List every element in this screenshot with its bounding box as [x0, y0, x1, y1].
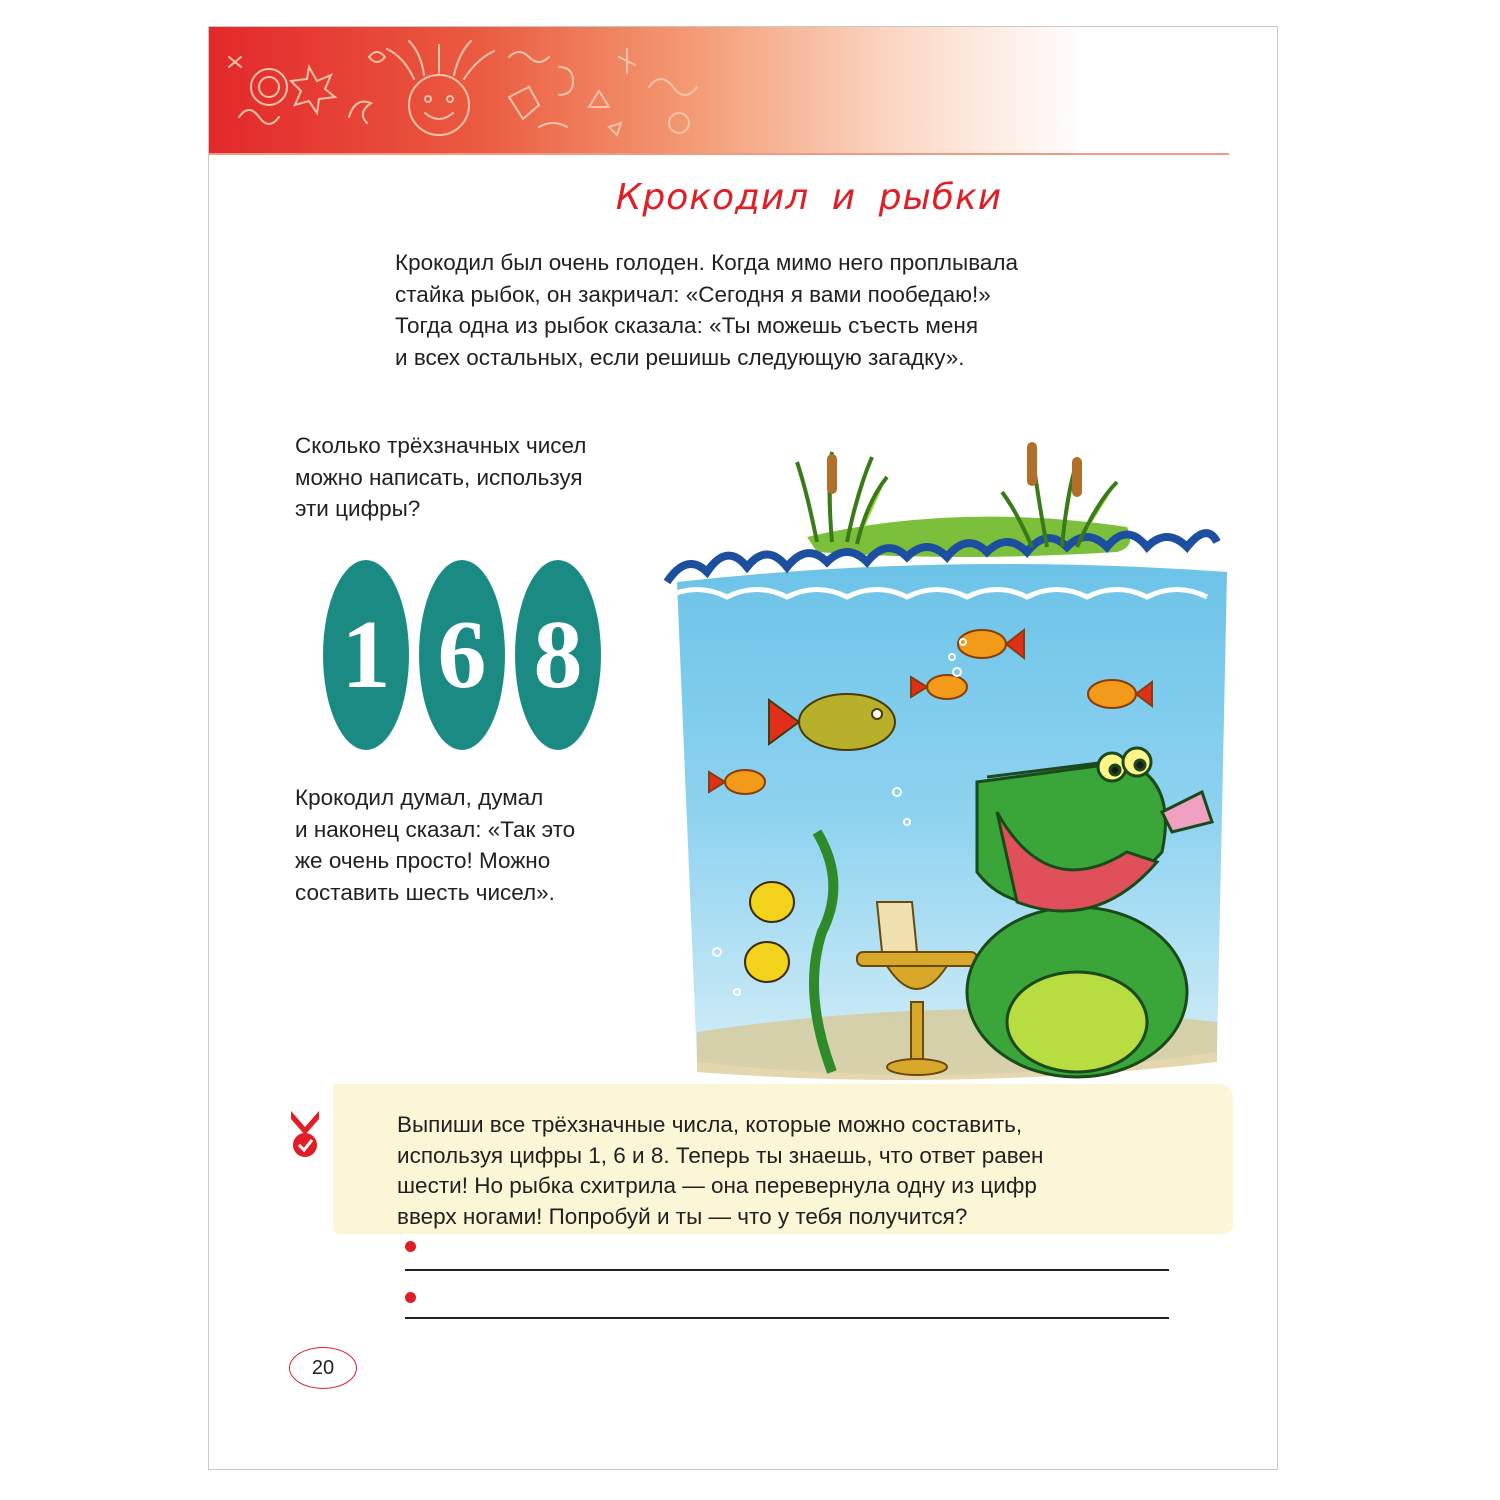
intro-line: и всех остальных, если решишь следующую загадку». [395, 344, 965, 370]
question-paragraph [295, 430, 655, 525]
intro-line: стайка рыбок, он закричал: «Сегодня я вами пообедаю!» [395, 281, 991, 307]
answer-bullet [405, 1292, 416, 1303]
doodle-decoration [209, 27, 729, 153]
task-line: используя цифры 1, 6 и 8. Теперь ты знаешь, что ответ равен [397, 1142, 1044, 1168]
digit-oval-1: 1 [323, 560, 409, 750]
page-title: Крокодил и рыбки [615, 177, 1003, 218]
question-line: Сколько трёхзначных чисел [295, 433, 587, 458]
question-line: эти цифры? [295, 496, 421, 521]
crocodile-and-fish-illustration [657, 432, 1237, 1087]
answer-line-text: составить шесть чисел». [295, 879, 555, 905]
answer-line-text: же очень просто! Можно [295, 848, 551, 873]
crocodile-answer-paragraph [295, 782, 655, 908]
answer-line[interactable] [405, 1317, 1169, 1319]
digit-ovals [323, 560, 603, 750]
intro-line: Крокодил был очень голоден. Когда мимо него проплывала [395, 250, 1019, 275]
answer-bullet [405, 1241, 416, 1252]
question-line: можно написать, используя [295, 464, 583, 490]
header-banner [209, 27, 1277, 153]
red-check-icon [289, 1109, 321, 1159]
page-number: 20 [289, 1347, 357, 1389]
task-line: вверх ногами! Попробуй и ты — что у тебя получится? [397, 1203, 968, 1229]
digit-oval-8: 8 [515, 560, 601, 750]
intro-paragraph [395, 247, 1155, 373]
task-paragraph [397, 1110, 1177, 1232]
task-line: шести! Но рыбка схитрила — она перевернула одну из цифр [397, 1173, 1037, 1198]
intro-line: Тогда одна из рыбок сказала: «Ты можешь съесть меня [395, 313, 979, 338]
task-line: Выпиши все трёхзначные числа, которые можно составить, [397, 1112, 1023, 1137]
answer-line[interactable] [405, 1269, 1169, 1271]
book-page [208, 26, 1278, 1470]
header-rule [209, 153, 1229, 155]
answer-line-text: Крокодил думал, думал [295, 785, 544, 810]
answer-line-text: и наконец сказал: «Так это [295, 816, 576, 842]
digit-oval-6: 6 [419, 560, 505, 750]
